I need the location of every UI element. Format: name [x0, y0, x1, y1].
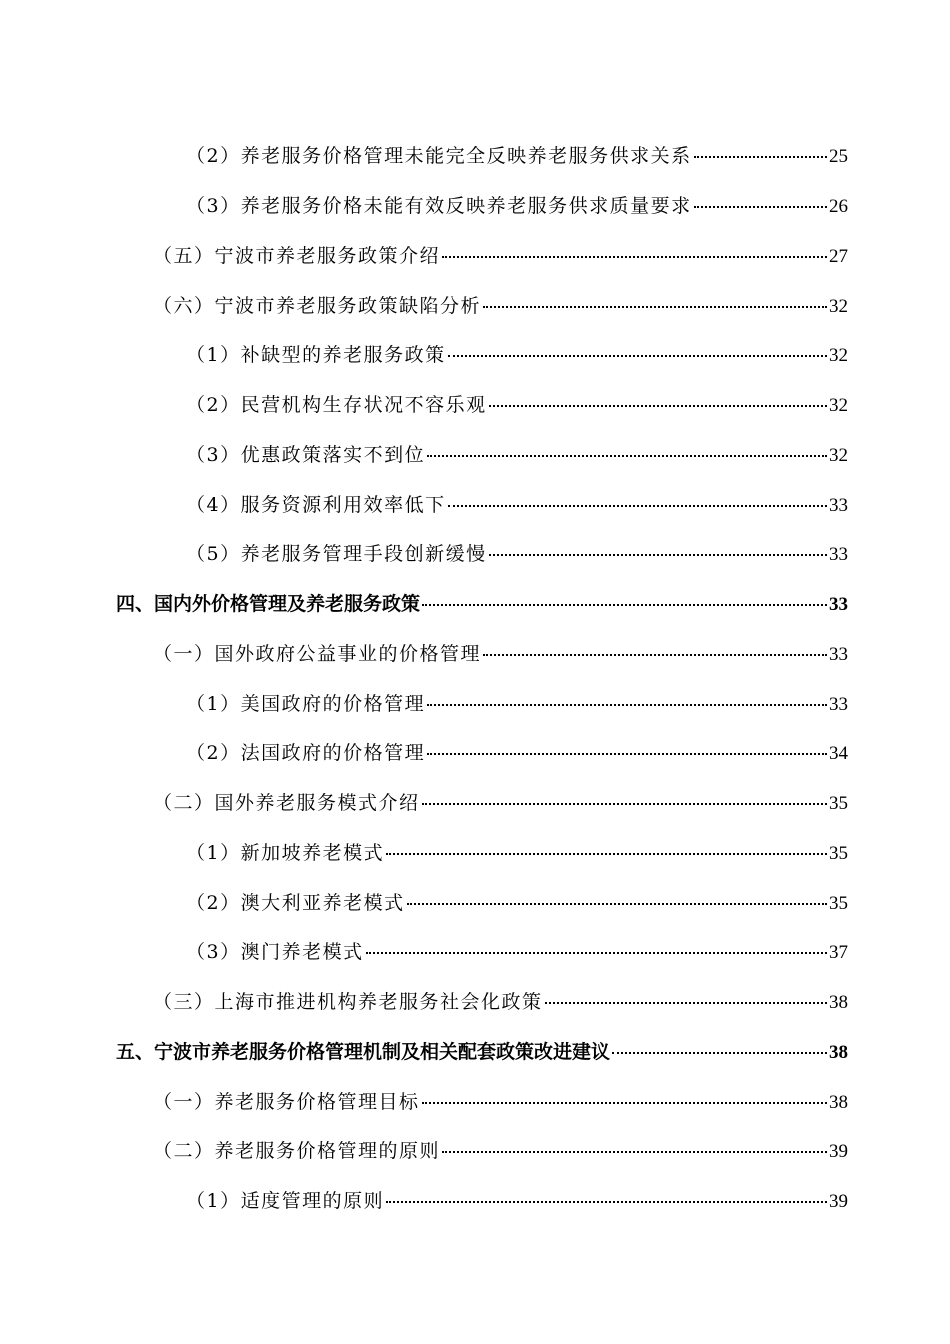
toc-dot-leader: [407, 903, 827, 905]
toc-entry[interactable]: [0, 329, 950, 379]
toc-entry-title: （5）养老服务管理手段创新缓慢: [186, 543, 487, 566]
toc-entry[interactable]: [0, 578, 950, 628]
toc-entry[interactable]: [0, 677, 950, 727]
toc-entry[interactable]: [0, 976, 950, 1026]
toc-dot-leader: [422, 604, 827, 606]
toc-dot-leader: [422, 1102, 827, 1104]
toc-entry-page: 33: [829, 494, 848, 516]
toc-entry-title: （六）宁波市养老服务政策缺陷分析: [153, 294, 482, 317]
toc-dot-leader: [422, 803, 827, 805]
toc-entry-title: （三）上海市推进机构养老服务社会化政策: [153, 991, 543, 1014]
toc-entry[interactable]: [0, 130, 950, 180]
toc-entry-page: 39: [829, 1191, 848, 1213]
toc-dot-leader: [483, 306, 827, 308]
toc-entry-title: （1）美国政府的价格管理: [186, 692, 426, 715]
toc-entry[interactable]: [0, 876, 950, 926]
toc-entry-page: 33: [829, 544, 848, 566]
toc-entry[interactable]: [0, 727, 950, 777]
toc-entry-page: 37: [829, 942, 848, 964]
toc-dot-leader: [694, 206, 827, 208]
toc-entry-page: 25: [829, 146, 848, 168]
toc-entry-page: 27: [829, 245, 848, 267]
toc-entry[interactable]: [0, 1026, 950, 1076]
toc-entry[interactable]: [0, 827, 950, 877]
toc-dot-leader: [694, 156, 827, 158]
toc-entry[interactable]: [0, 180, 950, 230]
toc-entry-title: （3）澳门养老模式: [186, 941, 364, 964]
toc-entry-title: （2）民营机构生存状况不容乐观: [186, 394, 487, 417]
toc-entry[interactable]: [0, 279, 950, 329]
toc-dot-leader: [442, 1151, 827, 1153]
toc-entry[interactable]: [0, 1075, 950, 1125]
toc-entry-page: 33: [829, 594, 848, 616]
toc-entry[interactable]: [0, 1125, 950, 1175]
toc-dot-leader: [442, 256, 827, 258]
toc-entry-title: （五）宁波市养老服务政策介绍: [153, 244, 441, 267]
toc-entry-title: （2）澳大利亚养老模式: [186, 891, 405, 914]
toc-dot-leader: [489, 405, 827, 407]
toc-dot-leader: [545, 1002, 827, 1004]
toc-entry-page: 38: [829, 1041, 848, 1063]
toc-entry-page: 32: [829, 295, 848, 317]
toc-entry-title: 五、宁波市养老服务价格管理机制及相关配套政策改进建议: [116, 1040, 611, 1063]
toc-entry-page: 35: [829, 892, 848, 914]
toc-dot-leader: [483, 654, 827, 656]
toc-entry-page: 34: [829, 743, 848, 765]
toc-entry-page: 32: [829, 395, 848, 417]
toc-entry-page: 38: [829, 992, 848, 1014]
toc-entry[interactable]: [0, 429, 950, 479]
toc-entry-title: （3）养老服务价格未能有效反映养老服务供求质量要求: [186, 195, 692, 218]
toc-entry-title: （4）服务资源利用效率低下: [186, 493, 446, 516]
toc-dot-leader: [386, 853, 827, 855]
toc-entry-title: （一）国外政府公益事业的价格管理: [153, 642, 482, 665]
toc-entry[interactable]: [0, 1175, 950, 1225]
toc-entry-page: 35: [829, 793, 848, 815]
table-of-contents: [0, 130, 950, 1225]
toc-entry-title: （一）养老服务价格管理目标: [153, 1090, 420, 1113]
toc-dot-leader: [448, 355, 827, 357]
toc-entry-title: （1）新加坡养老模式: [186, 841, 385, 864]
toc-dot-leader: [612, 1052, 827, 1054]
toc-dot-leader: [427, 455, 827, 457]
toc-entry[interactable]: [0, 528, 950, 578]
toc-dot-leader: [448, 505, 827, 507]
toc-entry-page: 39: [829, 1141, 848, 1163]
toc-entry-page: 32: [829, 444, 848, 466]
toc-entry-page: 32: [829, 345, 848, 367]
toc-entry-page: 33: [829, 693, 848, 715]
toc-entry-title: （2）养老服务价格管理未能完全反映养老服务供求关系: [186, 145, 692, 168]
toc-entry[interactable]: [0, 628, 950, 678]
toc-entry-page: 35: [829, 842, 848, 864]
toc-entry-title: （3）优惠政策落实不到位: [186, 443, 426, 466]
toc-entry-title: （1）补缺型的养老服务政策: [186, 344, 446, 367]
toc-dot-leader: [427, 704, 827, 706]
toc-entry-title: 四、国内外价格管理及养老服务政策: [116, 593, 421, 616]
toc-entry-page: 33: [829, 643, 848, 665]
toc-entry[interactable]: [0, 777, 950, 827]
toc-entry-title: （2）法国政府的价格管理: [186, 742, 426, 765]
toc-entry-title: （1）适度管理的原则: [186, 1190, 385, 1213]
toc-entry[interactable]: [0, 230, 950, 280]
toc-entry-title: （二）养老服务价格管理的原则: [153, 1140, 441, 1163]
toc-dot-leader: [427, 753, 827, 755]
toc-dot-leader: [366, 952, 827, 954]
toc-entry-title: （二）国外养老服务模式介绍: [153, 792, 420, 815]
toc-entry-page: 38: [829, 1091, 848, 1113]
toc-dot-leader: [489, 554, 827, 556]
toc-entry[interactable]: [0, 478, 950, 528]
toc-entry[interactable]: [0, 926, 950, 976]
toc-dot-leader: [386, 1201, 827, 1203]
toc-entry[interactable]: [0, 379, 950, 429]
toc-entry-page: 26: [829, 196, 848, 218]
